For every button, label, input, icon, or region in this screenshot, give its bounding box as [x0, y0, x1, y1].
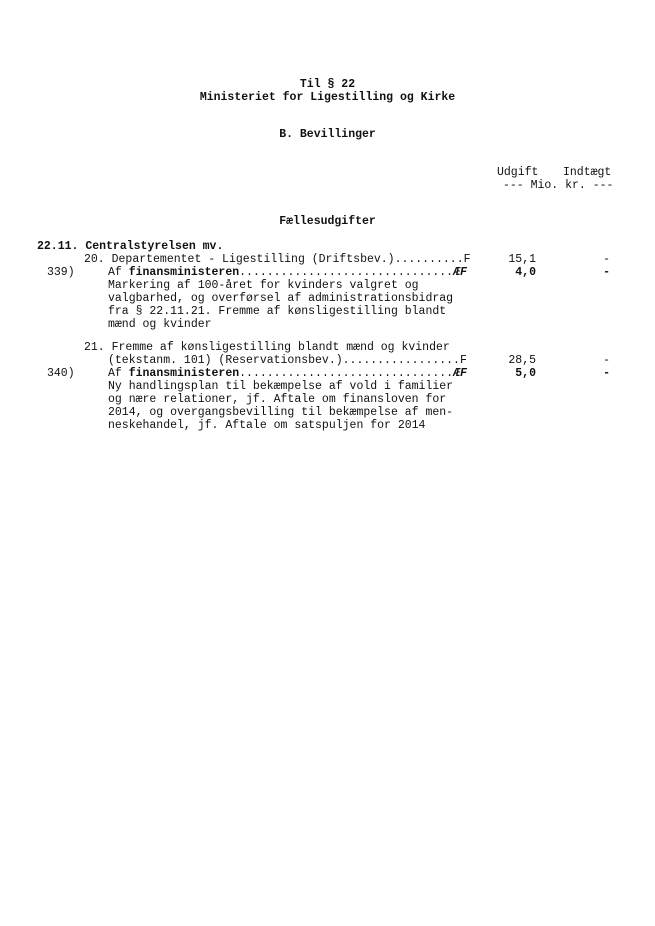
paragraph-heading: Til § 22 — [299, 78, 356, 91]
item-21-udgift: 28,5 — [508, 354, 536, 367]
change-authority: finansministeren — [128, 367, 240, 380]
group-title: Fællesudgifter — [279, 215, 376, 228]
item-20-row — [84, 253, 471, 266]
change-text-line: Markering af 100-året for kvinders valgret og — [108, 279, 419, 292]
change-text-line: neskehandel, jf. Aftale om satspuljen for 2014 — [108, 419, 426, 432]
dot-leader: .......... — [394, 253, 464, 266]
item-20-udgift: 15,1 — [508, 253, 536, 266]
item-code: F — [459, 354, 467, 367]
change-ref: 340) — [47, 367, 75, 380]
indtaegt-column-header: Indtægt — [563, 166, 612, 179]
change-text-line: fra § 22.11.21. Fremme af kønsligestilling blandt — [108, 305, 447, 318]
item-20-change-indtaegt: - — [603, 266, 610, 279]
section-heading: B. Bevillinger — [279, 128, 376, 141]
item-20-change-udgift: 4,0 — [515, 266, 536, 279]
dot-leader: ............................... — [239, 266, 454, 279]
item-21-row — [84, 341, 450, 354]
change-authority: finansministeren — [128, 266, 240, 279]
item-number: 21. — [84, 341, 105, 354]
item-21-change-udgift: 5,0 — [515, 367, 536, 380]
ministry-heading: Ministeriet for Ligestilling og Kirke — [199, 91, 456, 104]
item-code: F — [463, 253, 471, 266]
change-text-line: 2014, og overgangsbevilling til bekæmpelse af men- — [108, 406, 454, 419]
dot-leader: ............................... — [239, 367, 454, 380]
item-description: (tekstanm. 101) (Reservationsbev.) — [108, 354, 343, 367]
item-21-change-indtaegt: - — [603, 367, 610, 380]
account-heading — [37, 240, 223, 253]
item-21-row-cont — [108, 354, 467, 367]
item-number: 20. — [84, 253, 105, 266]
change-text-line: og nære relationer, jf. Aftale om finansloven for — [108, 393, 447, 406]
item-21-indtaegt: - — [603, 354, 610, 367]
item-description: Departementet - Ligestilling (Driftsbev.) — [111, 253, 395, 266]
item-21-change-row — [108, 367, 467, 380]
change-prefix: Af — [108, 266, 129, 279]
item-20-indtaegt: - — [603, 253, 610, 266]
change-text-line: Ny handlingsplan til bekæmpelse af vold i familier — [108, 380, 454, 393]
change-code: ÆF — [453, 266, 467, 279]
change-text-line: valgbarhed, og overførsel af administrationsbidrag — [108, 292, 454, 305]
dot-leader: ................. — [342, 354, 460, 367]
account-number: 22.11. — [37, 240, 79, 253]
unit-label: --- Mio. kr. --- — [503, 179, 614, 192]
change-prefix: Af — [108, 367, 129, 380]
item-20-change-row — [108, 266, 467, 279]
change-code: ÆF — [453, 367, 467, 380]
account-title: Centralstyrelsen mv. — [85, 240, 224, 253]
udgift-column-header: Udgift — [497, 166, 539, 179]
change-ref: 339) — [47, 266, 75, 279]
change-text-line: mænd og kvinder — [108, 318, 212, 331]
item-description: Fremme af kønsligestilling blandt mænd og kvinder — [111, 341, 450, 354]
